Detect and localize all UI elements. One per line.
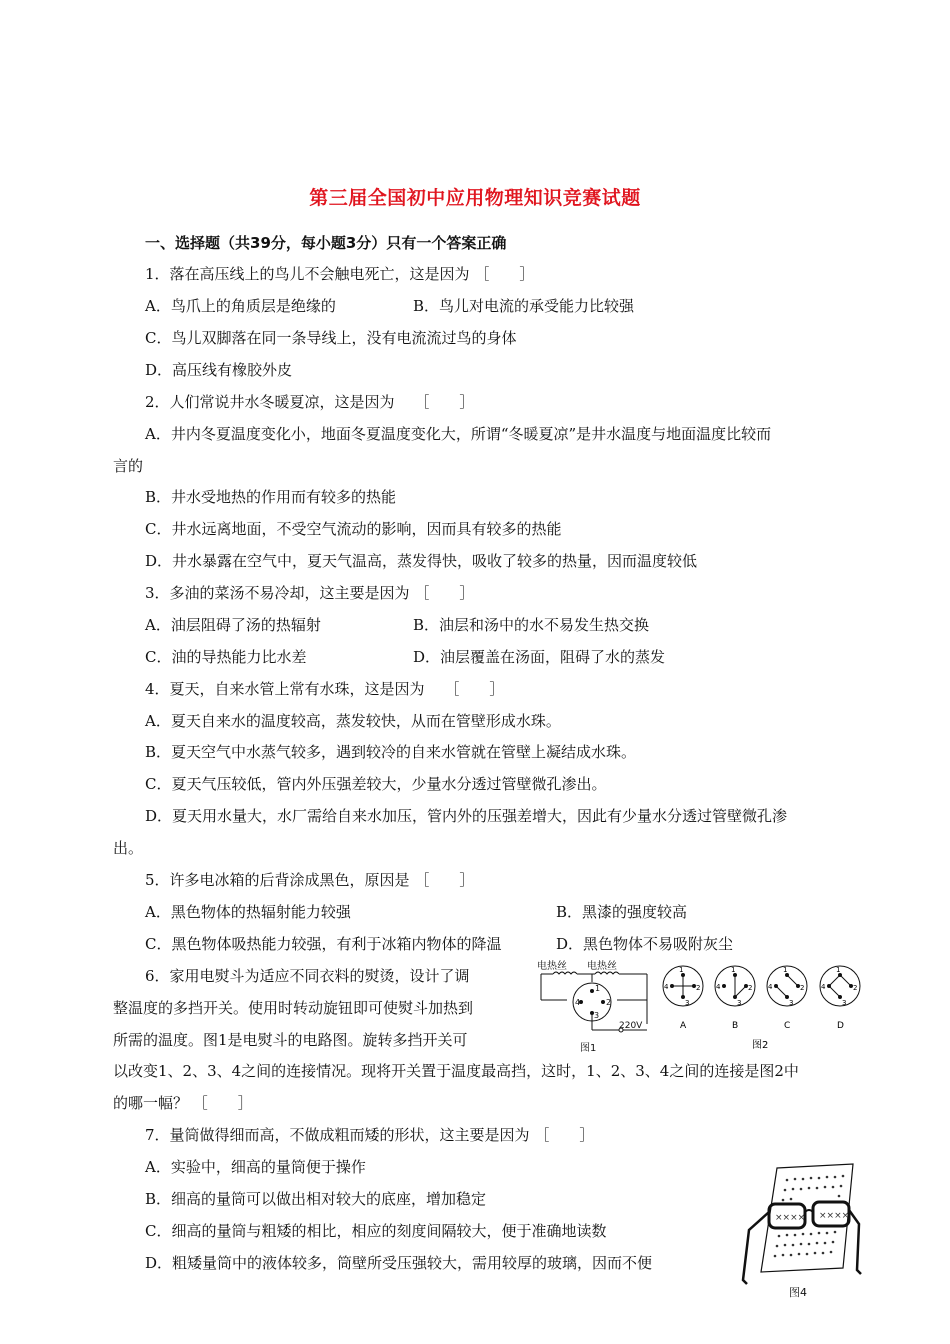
fig4-caption: 图4 (789, 1286, 807, 1299)
fig2-option-d-diagram (820, 966, 860, 1007)
q4-option-a: A．夏天自来水的温度较高，蒸发较快，从而在管壁形成水珠。 (145, 712, 561, 730)
svg-text:4: 4 (716, 983, 721, 991)
svg-text:××××: ×××× (819, 1211, 850, 1221)
svg-text:××××: ×××× (775, 1213, 806, 1223)
svg-text:2: 2 (853, 984, 858, 992)
section-heading: 一、选择题（共39分，每小题3分）只有一个答案正确 (145, 234, 507, 252)
svg-text:1: 1 (836, 966, 841, 974)
q2-option-a-line2: 言的 (113, 457, 144, 475)
q5-option-c: C．黑色物体吸热能力较强，有利于冰箱内物体的降温 (145, 935, 502, 953)
fig2-label-d: D (837, 1021, 844, 1031)
fig2-caption: 图2 (752, 1040, 769, 1051)
svg-text:1: 1 (783, 966, 788, 974)
fig1-terminal-1: 1 (595, 984, 601, 993)
q2-option-a-line1: A．井内冬夏温度变化小，地面冬夏温度变化大，所谓“冬暖夏凉”是井水温度与地面温度比较而 (145, 425, 772, 443)
question-2-stem: 2．人们常说井水冬暖夏凉，这是因为 ［ ］ (145, 393, 475, 411)
q4-option-d-line2: 出。 (113, 839, 144, 857)
fig1-terminal-4: 4 (575, 998, 581, 1007)
question-6-line1: 6．家用电熨斗为适应不同衣料的熨烫，设计了调 (145, 967, 470, 985)
question-1-stem: 1．落在高压线上的鸟儿不会触电死亡，这是因为 ［ ］ (145, 265, 535, 283)
q1-option-d: D．高压线有橡胶外皮 (145, 361, 293, 379)
q5-option-a: A．黑色物体的热辐射能力较强 (145, 903, 351, 921)
q4-option-c: C．夏天气压较低，管内外压强差较大，少量水分透过管壁微孔渗出。 (145, 775, 607, 793)
q3-option-a: A．油层阻碍了汤的热辐射 (145, 616, 321, 634)
question-5-stem: 5．许多电冰箱的后背涂成黑色，原因是 ［ ］ (145, 871, 475, 889)
figure-4-glasses (735, 1160, 865, 1300)
svg-text:4: 4 (768, 983, 773, 991)
fig1-terminal-3: 3 (594, 1011, 600, 1020)
svg-text:1: 1 (679, 966, 684, 974)
question-6-line4: 以改变1、2、3、4之间的连接情况。现将开关置于温度最高挡，这时，1、2、3、4之间的连接是图2中 (113, 1062, 799, 1080)
q4-option-b: B．夏天空气中水蒸气较多，遇到较冷的自来水管就在管壁上凝结成水珠。 (145, 743, 637, 761)
fig1-voltage-label: 220V (619, 1021, 643, 1031)
q7-option-d: D．粗矮量筒中的液体较多，筒壁所受压强较大，需用较厚的玻璃，因而不便 (145, 1254, 653, 1272)
fig1-terminal-2: 2 (606, 998, 612, 1007)
q5-option-b: B．黑漆的强度较高 (556, 903, 688, 921)
q3-option-b: B．油层和汤中的水不易发生热交换 (413, 616, 650, 634)
q1-option-a: A．鸟爪上的角质层是绝缘的 (145, 297, 336, 315)
svg-text:3: 3 (842, 999, 847, 1007)
fig2-label-a: A (680, 1021, 687, 1031)
question-6-line2: 整温度的多挡开关。使用时转动旋钮即可使熨斗加热到 (113, 999, 474, 1017)
question-4-stem: 4．夏天，自来水管上常有水珠，这是因为 ［ ］ (145, 680, 505, 698)
question-7-stem: 7．量筒做得细而高，不做成粗而矮的形状，这主要是因为 ［ ］ (145, 1126, 595, 1144)
question-6-line3: 所需的温度。图1是电熨斗的电路图。旋转多挡开关可 (113, 1031, 468, 1049)
q4-option-d-line1: D．夏天用水量大，水厂需给自来水加压，管内外的压强差增大，因此有少量水分透过管壁微孔渗 (145, 807, 788, 825)
svg-text:3: 3 (789, 999, 794, 1007)
q2-option-d: D．井水暴露在空气中，夏天气温高，蒸发得快，吸收了较多的热量，因而温度较低 (145, 552, 698, 570)
q3-option-d: D．油层覆盖在汤面，阻碍了水的蒸发 (413, 648, 666, 666)
svg-text:2: 2 (748, 984, 753, 992)
fig2-label-b: B (732, 1021, 739, 1031)
page-title: 第三届全国初中应用物理知识竞赛试题 (309, 187, 641, 209)
q2-option-c: C．井水远离地面，不受空气流动的影响，因而具有较多的热能 (145, 520, 562, 538)
q5-option-d: D．黑色物体不易吸附灰尘 (556, 935, 734, 953)
svg-text:3: 3 (737, 999, 742, 1007)
svg-text:3: 3 (685, 999, 690, 1007)
q7-option-b: B．细高的量筒可以做出相对较大的底座，增加稳定 (145, 1190, 487, 1208)
question-6-line5: 的哪一幅？ ［ ］ (113, 1094, 253, 1112)
fig1-caption: 图1 (580, 1043, 597, 1054)
question-3-stem: 3．多油的菜汤不易冷却，这主要是因为 ［ ］ (145, 584, 475, 602)
q2-option-b: B．井水受地热的作用而有较多的热能 (145, 488, 397, 506)
q3-option-c: C．油的导热能力比水差 (145, 648, 307, 666)
q1-option-c: C．鸟儿双脚落在同一条导线上，没有电流流过鸟的身体 (145, 329, 517, 347)
svg-text:4: 4 (821, 983, 826, 991)
svg-text:2: 2 (696, 984, 701, 992)
q7-option-c: C．细高的量筒与粗矮的相比，相应的刻度间隔较大，便于准确地读数 (145, 1222, 607, 1240)
svg-text:4: 4 (664, 983, 669, 991)
fig2-option-c-diagram (767, 966, 807, 1007)
fig2-option-a-diagram (663, 966, 703, 1007)
fig1-wire-right-label: 电热丝 (587, 961, 617, 972)
svg-text:2: 2 (800, 984, 805, 992)
figure-1-circuit (535, 958, 655, 1056)
figure-2-switch-options (660, 962, 870, 1054)
q1-option-b: B．鸟儿对电流的承受能力比较强 (413, 297, 635, 315)
fig2-option-b-diagram (715, 966, 755, 1007)
q7-option-a: A．实验中，细高的量筒便于操作 (145, 1158, 366, 1176)
svg-text:1: 1 (731, 966, 736, 974)
fig1-wire-left-label: 电热丝 (537, 961, 567, 972)
fig2-label-c: C (784, 1021, 791, 1031)
